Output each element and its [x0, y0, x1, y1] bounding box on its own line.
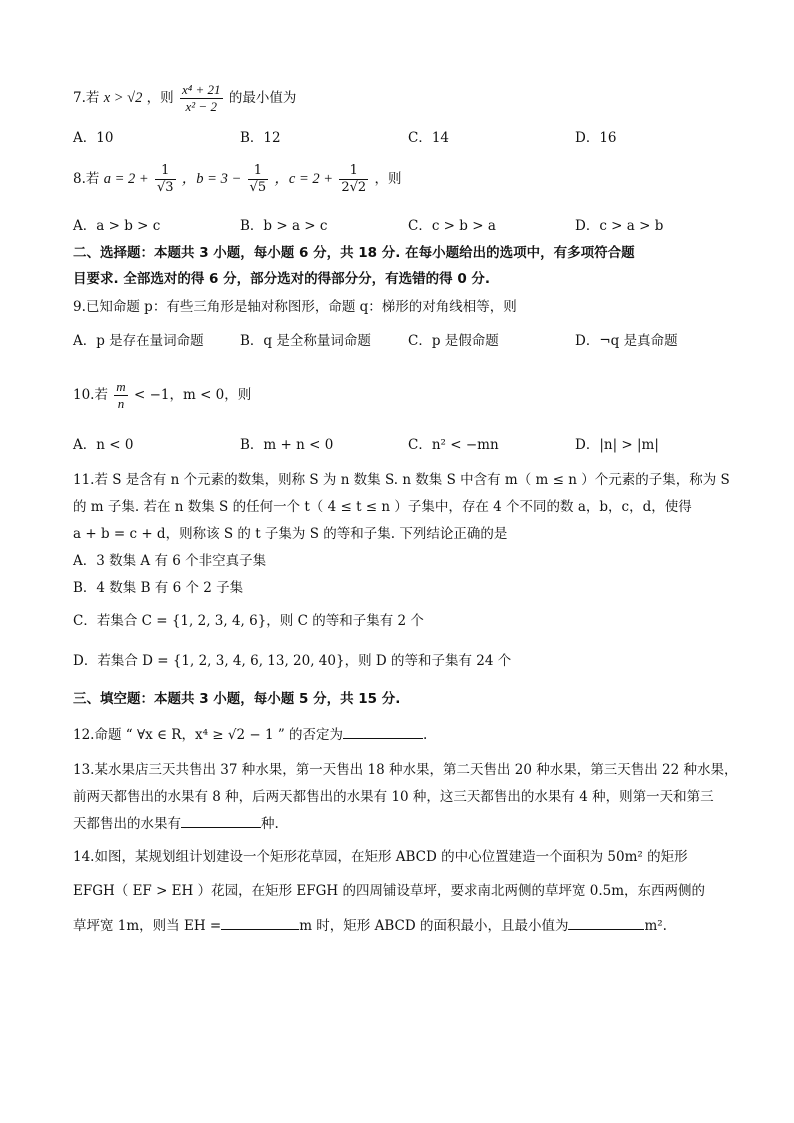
- q11-option-b: B．4 数集 B 有 6 个 2 子集: [73, 580, 244, 596]
- q8-prefix: 8.若: [73, 171, 100, 187]
- q8-a-fraction: [155, 163, 176, 196]
- q8-option-c: C．c > b > a: [408, 218, 496, 234]
- q11-option-c: C．若集合 C = {1, 2, 3, 4, 6}，则 C 的等和子集有 2 个: [73, 613, 424, 629]
- q10-fraction: [114, 379, 127, 412]
- q14-line3c: m².: [644, 918, 667, 934]
- q9-option-b: B．q 是全称量词命题: [240, 333, 371, 349]
- q8-c-num: 1: [339, 163, 368, 180]
- q7-option-d: D．16: [575, 130, 617, 146]
- q8-option-b: B．b > a > c: [240, 218, 328, 234]
- q8-a: a = 2 +: [103, 171, 149, 187]
- question-10: [73, 379, 251, 412]
- q7-denominator: x² − 2: [185, 99, 217, 114]
- q12-answer-blank[interactable]: [343, 724, 423, 739]
- q10-option-a: A．n < 0: [73, 437, 134, 453]
- q10-option-b: B．m + n < 0: [240, 437, 334, 453]
- q12-end: .: [423, 727, 428, 743]
- q13-line2: 前两天都售出的水果有 8 种，后两天都售出的水果有 10 种，这三天都售出的水果有 4 种，则第一天和第三: [73, 789, 714, 805]
- q13-line3: [73, 813, 279, 834]
- q8-a-den: √3: [156, 180, 174, 195]
- q13-answer-blank[interactable]: [181, 813, 261, 828]
- question-8: [73, 163, 401, 196]
- q7-mid: ，则: [146, 90, 174, 106]
- q12-text: 12.命题 “ ∀x ∈ R，x⁴ ≥ √2 − 1 ” 的否定为: [73, 727, 344, 743]
- q8-b: ，b = 3 −: [181, 171, 242, 187]
- q14-line2: EFGH（ EF > EH ）花园，在矩形 EFGH 的四周铺设草坪，要求南北两侧的草坪宽 0.5m，东西两侧的: [73, 883, 706, 899]
- q10-option-c: C．n² < −mn: [408, 437, 499, 453]
- section-3-heading: 三、填空题：本题共 3 小题，每小题 5 分，共 15 分.: [73, 691, 401, 707]
- q11-option-a: A．3 数集 A 有 6 个非空真子集: [73, 553, 267, 569]
- section-2-heading-line1: 二、选择题：本题共 3 小题，每小题 6 分，共 18 分. 在每小题给出的选项中，有多项符合题: [73, 245, 635, 261]
- q13-line3a: 天都售出的水果有: [73, 816, 181, 832]
- q8-c-den: 2√2: [341, 180, 367, 195]
- q8-c-fraction: [339, 163, 368, 196]
- q7-option-c: C．14: [408, 130, 450, 146]
- q11-line3: a + b = c + d，则称该 S 的 t 子集为 S 的等和子集. 下列结论正确的是: [73, 526, 508, 542]
- question-9: 9.已知命题 p：有些三角形是轴对称图形，命题 q：梯形的对角线相等，则: [73, 299, 517, 315]
- q11-line2: 的 m 子集. 若在 n 数集 S 的任何一个 t（ 4 ≤ t ≤ n ）子集中，存在 4 个不同的数 a，b，c，d，使得: [73, 499, 692, 515]
- q8-b-num: 1: [248, 163, 269, 180]
- q14-answer-blank-1[interactable]: [221, 915, 299, 930]
- q8-b-fraction: [248, 163, 269, 196]
- q9-option-d: D．¬q 是真命题: [575, 333, 678, 349]
- q7-option-a: A．10: [73, 130, 114, 146]
- q10-option-d: D．|n| > |m|: [575, 437, 659, 453]
- q14-line3: [73, 915, 667, 936]
- q9-option-a: A．p 是存在量词命题: [73, 333, 204, 349]
- q14-answer-blank-2[interactable]: [568, 915, 644, 930]
- q13-line3b: 种.: [261, 816, 279, 832]
- q10-num: m: [116, 379, 126, 394]
- q7-suffix: 的最小值为: [228, 90, 297, 106]
- q13-line1: 13.某水果店三天共售出 37 种水果，第一天售出 18 种水果，第二天售出 20 种水果，第三天售出 22 种水果，: [73, 762, 738, 778]
- q8-option-d: D．c > a > b: [575, 218, 664, 234]
- q9-option-c: C．p 是假命题: [408, 333, 499, 349]
- q8-b-den: √5: [249, 180, 267, 195]
- section-2-heading-line2: 目要求. 全部选对的得 6 分，部分选对的得部分分，有选错的得 0 分.: [73, 271, 491, 287]
- q14-line3b: m 时，矩形 ABCD 的面积最小，且最小值为: [299, 918, 569, 934]
- q11-line1: 11.若 S 是含有 n 个元素的数集，则称 S 为 n 数集 S. n 数集 S 中含有 m（ m ≤ n ）个元素的子集，称为 S: [73, 472, 730, 488]
- q8-suffix: ，则: [374, 171, 402, 187]
- q8-c: ，c = 2 +: [274, 171, 334, 187]
- q14-line1: 14.如图，某规划组计划建设一个矩形花草园，在矩形 ABCD 的中心位置建造一个面积为 50m² 的矩形: [73, 849, 688, 865]
- q10-rest: < −1，m < 0，则: [133, 387, 252, 403]
- question-12: [73, 724, 427, 745]
- question-7: [73, 82, 296, 115]
- q7-prefix: 7.若: [73, 90, 100, 106]
- q8-a-num: 1: [155, 163, 176, 180]
- q8-option-a: A．a > b > c: [73, 218, 161, 234]
- q14-line3a: 草坪宽 1m，则当 EH =: [73, 918, 222, 934]
- q10-den: n: [117, 396, 125, 411]
- q10-prefix: 10.若: [73, 387, 108, 403]
- q11-option-d: D．若集合 D = {1, 2, 3, 4, 6, 13, 20, 40}，则 D 的等和子集有 24 个: [73, 653, 512, 669]
- q7-numerator: x⁴ + 21: [181, 82, 221, 97]
- q7-option-b: B．12: [240, 130, 281, 146]
- q7-condition: x > √2: [103, 90, 143, 106]
- q7-fraction: [180, 82, 223, 115]
